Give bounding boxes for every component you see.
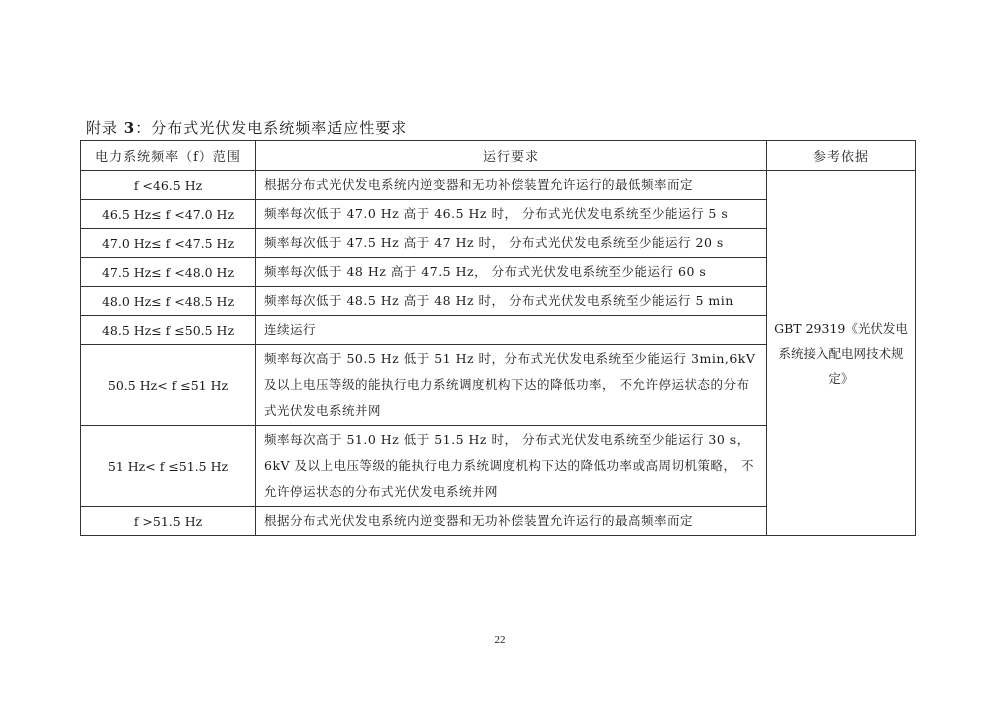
- frequency-range-cell: 48.0 Hz≤ f <48.5 Hz: [81, 287, 256, 316]
- frequency-range-cell: 48.5 Hz≤ f ≤50.5 Hz: [81, 316, 256, 345]
- requirement-cell: 频率每次低于 48 Hz 高于 47.5 Hz， 分布式光伏发电系统至少能运行 60 s: [256, 258, 767, 287]
- requirement-cell: 频率每次低于 47.5 Hz 高于 47 Hz 时， 分布式光伏发电系统至少能运行 20 s: [256, 229, 767, 258]
- frequency-range-cell: 47.0 Hz≤ f <47.5 Hz: [81, 229, 256, 258]
- reference-basis-cell: GBT 29319《光伏发电系统接入配电网技术规定》: [767, 171, 916, 536]
- frequency-range-cell: 51 Hz< f ≤51.5 Hz: [81, 426, 256, 507]
- page-number: 22: [494, 634, 506, 646]
- table-row: [81, 171, 916, 200]
- frequency-range-cell: 50.5 Hz< f ≤51 Hz: [81, 345, 256, 426]
- requirement-cell: 频率每次低于 47.0 Hz 高于 46.5 Hz 时， 分布式光伏发电系统至少能运行 5 s: [256, 200, 767, 229]
- requirement-cell: 频率每次高于 50.5 Hz 低于 51 Hz 时，分布式光伏发电系统至少能运行 3min,6kV 及以上电压等级的能执行电力系统调度机构下达的降低功率， 不允许停运状态的分布式光伏发电系统并网: [256, 345, 767, 426]
- table-header-row: [81, 141, 916, 171]
- requirement-cell: 根据分布式光伏发电系统内逆变器和无功补偿装置允许运行的最低频率而定: [256, 171, 767, 200]
- requirement-cell: 连续运行: [256, 316, 767, 345]
- requirement-cell: 根据分布式光伏发电系统内逆变器和无功补偿装置允许运行的最高频率而定: [256, 507, 767, 536]
- frequency-range-cell: f >51.5 Hz: [81, 507, 256, 536]
- frequency-range-cell: 46.5 Hz≤ f <47.0 Hz: [81, 200, 256, 229]
- header-reference-basis: 参考依据: [767, 141, 916, 171]
- header-operation-requirement: 运行要求: [256, 141, 767, 171]
- frequency-range-cell: 47.5 Hz≤ f <48.0 Hz: [81, 258, 256, 287]
- header-frequency-range: 电力系统频率（f）范围: [81, 141, 256, 171]
- requirement-cell: 频率每次高于 51.0 Hz 低于 51.5 Hz 时， 分布式光伏发电系统至少能运行 30 s，6kV 及以上电压等级的能执行电力系统调度机构下达的降低功率或高周切机策略， 不允许停运状态的分布式光伏发电系统并网: [256, 426, 767, 507]
- frequency-requirements-table: [80, 140, 916, 536]
- appendix-number: 3: [123, 119, 136, 137]
- frequency-range-cell: f <46.5 Hz: [81, 171, 256, 200]
- appendix-prefix: 附录: [86, 119, 119, 137]
- appendix-title: [86, 117, 407, 138]
- appendix-title-text: ：分布式光伏发电系统频率适应性要求: [135, 119, 408, 137]
- requirement-cell: 频率每次低于 48.5 Hz 高于 48 Hz 时， 分布式光伏发电系统至少能运行 5 min: [256, 287, 767, 316]
